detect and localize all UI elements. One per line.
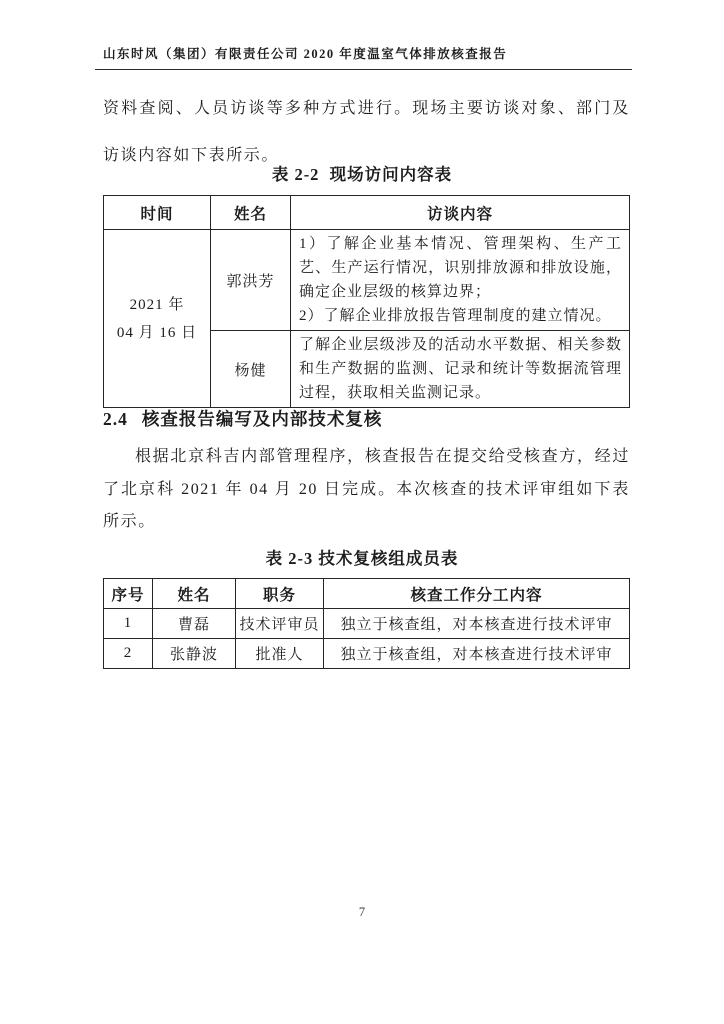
table-2-2-caption: 表 2-2 现场访问内容表: [271, 165, 453, 184]
member-name: 张静波: [153, 639, 236, 669]
col-header-name: 姓名: [153, 579, 236, 609]
interviewee-name: 杨健: [211, 331, 291, 408]
running-header-title: 山东时风（集团）有限责任公司 2020 年度温室气体排放核查报告: [103, 47, 508, 61]
col-header-no: 序号: [104, 579, 153, 609]
member-no: 2: [104, 639, 153, 669]
col-header-role: 职务: [236, 579, 324, 609]
col-header-interview-content: 访谈内容: [291, 196, 630, 230]
member-duty: 独立于核查组，对本核查进行技术评审: [324, 609, 630, 639]
review-team-table: [103, 578, 630, 669]
table-row: [104, 230, 630, 331]
section-number: 2.4: [103, 409, 128, 429]
page-number: 7: [358, 905, 366, 919]
member-name: 曹磊: [153, 609, 236, 639]
site-visit-table: [103, 195, 630, 408]
interview-content-cell: 了解企业层级涉及的活动水平数据、相关参数和生产数据的监测、记录和统计等数据流管理过程，获取相关监测记录。: [291, 331, 630, 408]
table-2-3-caption: 表 2-3 技术复核组成员表: [265, 549, 459, 568]
visit-date-line2: 04 月 16 日: [116, 324, 198, 341]
col-header-duty: 核查工作分工内容: [324, 579, 630, 609]
table-row: [104, 639, 630, 669]
interview-content-item: 2）了解企业排放报告管理制度的建立情况。: [299, 308, 612, 324]
member-role: 技术评审员: [236, 609, 324, 639]
intro-paragraph: 资料查阅、人员访谈等多种方式进行。现场主要访谈对象、部门及访谈内容如下表所示。: [103, 100, 630, 164]
review-team-table-header-row: [104, 579, 630, 609]
member-role: 批准人: [236, 639, 324, 669]
visit-date-line1: 2021 年: [129, 296, 185, 313]
member-duty: 独立于核查组，对本核查进行技术评审: [324, 639, 630, 669]
interviewee-name: 郭洪芳: [211, 230, 291, 331]
section-title: 核查报告编写及内部技术复核: [141, 409, 383, 429]
section-2-4-heading: [103, 406, 630, 431]
col-header-time: 时间: [104, 196, 211, 230]
col-header-name: 姓名: [211, 196, 291, 230]
interview-content-cell: [291, 230, 630, 331]
interview-content-item: 1）了解企业基本情况、管理架构、生产工艺、生产运行情况，识别排放源和排放设施，确定企业层级的核算边界；: [299, 236, 622, 300]
visit-date-cell: [104, 230, 211, 408]
running-header: [95, 44, 632, 70]
site-visit-table-header-row: [104, 196, 630, 230]
member-no: 1: [104, 609, 153, 639]
section-2-4-paragraph: 根据北京科吉内部管理程序，核查报告在提交给受核查方，经过了北京科 2021 年 04 月 20 日完成。本次核查的技术评审组如下表所示。: [103, 448, 630, 530]
table-row: [104, 609, 630, 639]
